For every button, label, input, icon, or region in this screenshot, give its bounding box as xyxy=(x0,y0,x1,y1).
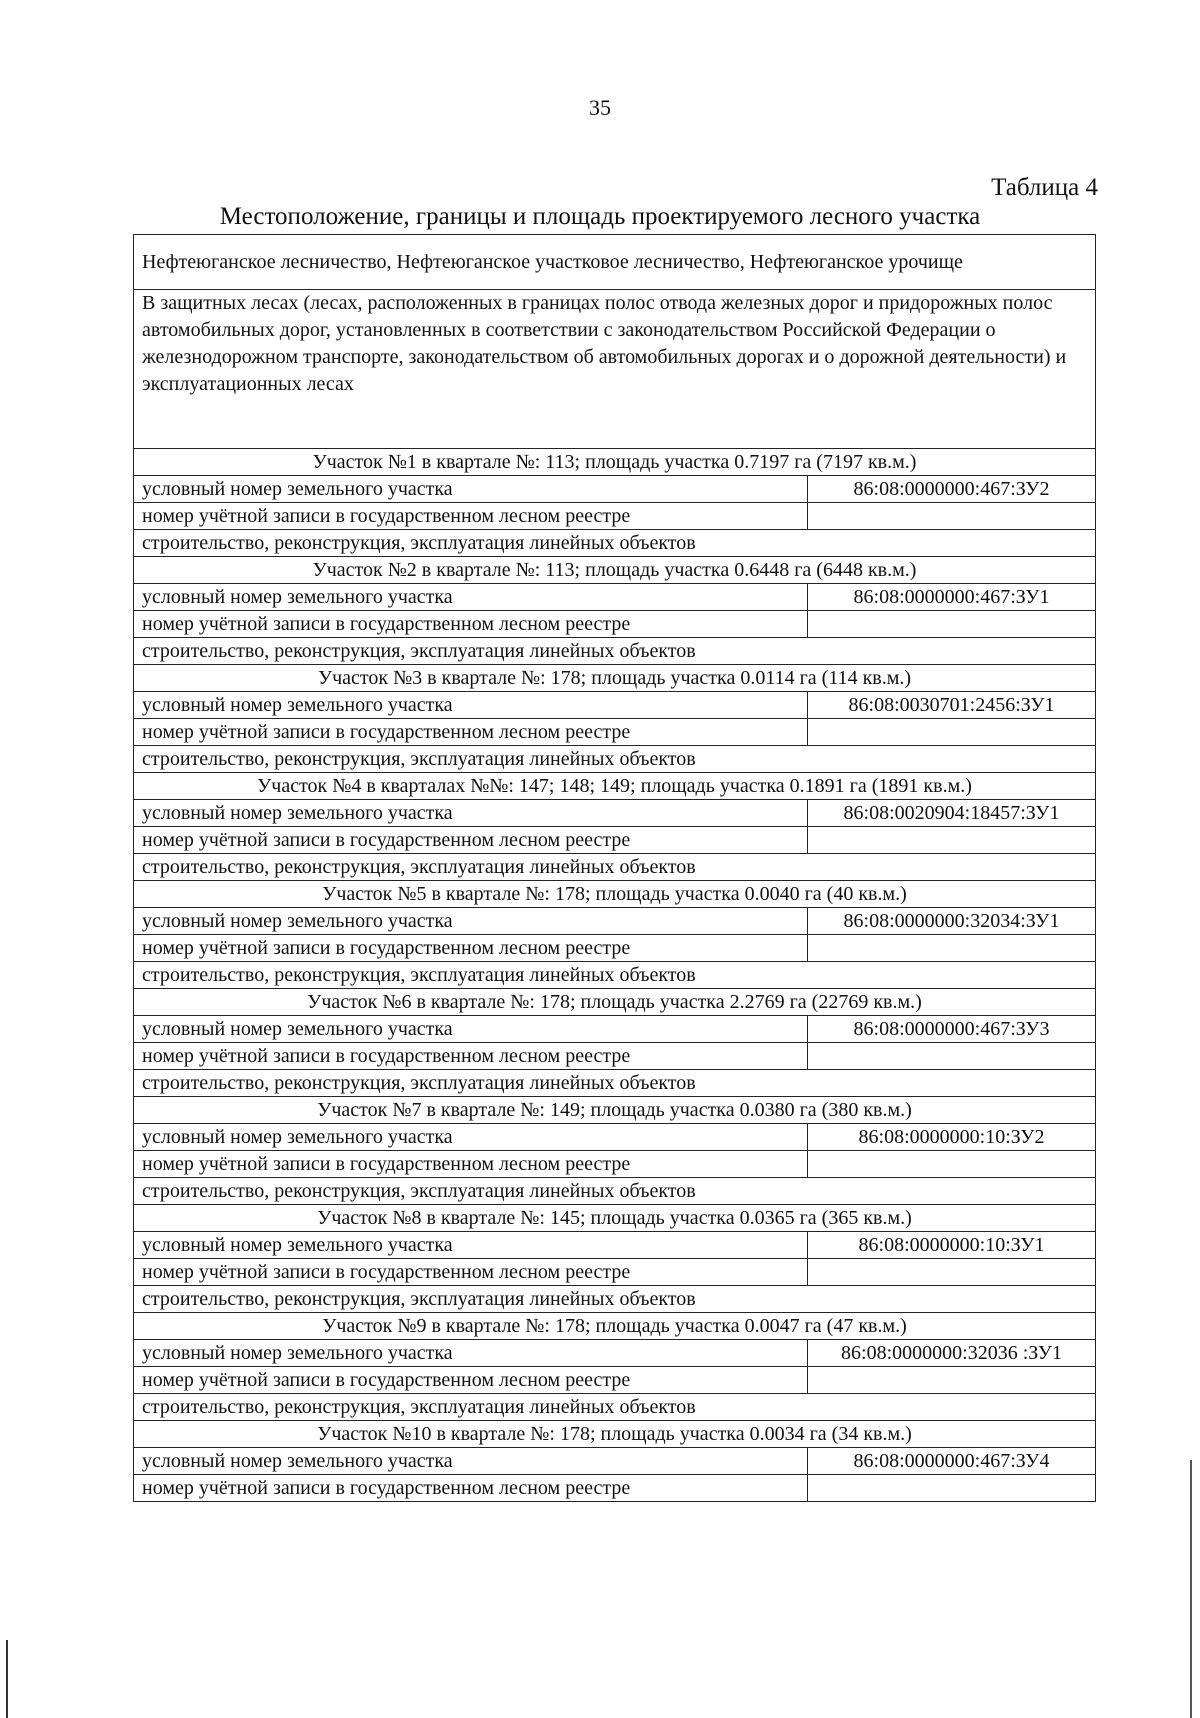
parcel-header: Участок №5 в квартале №: 178; площадь участка 0.0040 га (40 кв.м.) xyxy=(134,881,1096,908)
parcel-header: Участок №2 в квартале №: 113; площадь участка 0.6448 га (6448 кв.м.) xyxy=(134,557,1096,584)
parcel-header: Участок №3 в квартале №: 178; площадь участка 0.0114 га (114 кв.м.) xyxy=(134,665,1096,692)
registry-value xyxy=(808,611,1096,638)
registry-value xyxy=(808,1151,1096,1178)
parcel-header: Участок №6 в квартале №: 178; площадь участка 2.2769 га (22769 кв.м.) xyxy=(134,989,1096,1016)
cadastral-label: условный номер земельного участка xyxy=(134,1016,808,1043)
table-row xyxy=(134,1043,1096,1070)
table-row xyxy=(134,476,1096,503)
registry-value xyxy=(808,827,1096,854)
registry-label: номер учётной записи в государственном лесном реестре xyxy=(134,1259,808,1286)
registry-value xyxy=(808,1043,1096,1070)
table-row xyxy=(134,1340,1096,1367)
cadastral-label: условный номер земельного участка xyxy=(134,1124,808,1151)
purpose-cell: строительство, реконструкция, эксплуатация линейных объектов xyxy=(134,530,1096,557)
table-row xyxy=(134,1475,1096,1502)
purpose-cell: строительство, реконструкция, эксплуатация линейных объектов xyxy=(134,638,1096,665)
registry-label: номер учётной записи в государственном лесном реестре xyxy=(134,935,808,962)
table-row xyxy=(134,1070,1096,1097)
parcel-header-row xyxy=(134,449,1096,476)
cadastral-value: 86:08:0000000:32034:ЗУ1 xyxy=(808,908,1096,935)
registry-label: номер учётной записи в государственном лесном реестре xyxy=(134,611,808,638)
parcel-header-row xyxy=(134,1097,1096,1124)
cadastral-value: 86:08:0000000:467:ЗУ2 xyxy=(808,476,1096,503)
cadastral-label: условный номер земельного участка xyxy=(134,800,808,827)
table-row xyxy=(134,827,1096,854)
parcel-header: Участок №4 в кварталах №№: 147; 148; 149; площадь участка 0.1891 га (1891 кв.м.) xyxy=(134,773,1096,800)
cadastral-value: 86:08:0000000:32036 :ЗУ1 xyxy=(808,1340,1096,1367)
cadastral-value: 86:08:0000000:467:ЗУ1 xyxy=(808,584,1096,611)
registry-value xyxy=(808,1259,1096,1286)
scan-edge-line xyxy=(1190,1460,1192,1718)
registry-label: номер учётной записи в государственном лесном реестре xyxy=(134,503,808,530)
purpose-cell: строительство, реконструкция, эксплуатация линейных объектов xyxy=(134,1070,1096,1097)
parcel-table-body xyxy=(134,235,1096,1502)
table-row xyxy=(134,1232,1096,1259)
table-row xyxy=(134,1259,1096,1286)
parcel-header-row xyxy=(134,989,1096,1016)
location-cell: Нефтеюганское лесничество, Нефтеюганское участковое лесничество, Нефтеюганское урочище xyxy=(134,235,1096,290)
cadastral-label: условный номер земельного участка xyxy=(134,692,808,719)
table-row xyxy=(134,611,1096,638)
page-number: 35 xyxy=(589,95,611,120)
cadastral-label: условный номер земельного участка xyxy=(134,584,808,611)
table-row xyxy=(134,692,1096,719)
purpose-cell: строительство, реконструкция, эксплуатация линейных объектов xyxy=(134,1394,1096,1421)
parcel-header-row xyxy=(134,1421,1096,1448)
registry-label: номер учётной записи в государственном лесном реестре xyxy=(134,827,808,854)
table-row xyxy=(134,719,1096,746)
parcel-header: Участок №1 в квартале №: 113; площадь участка 0.7197 га (7197 кв.м.) xyxy=(134,449,1096,476)
purpose-cell: строительство, реконструкция, эксплуатация линейных объектов xyxy=(134,854,1096,881)
purpose-cell: строительство, реконструкция, эксплуатация линейных объектов xyxy=(134,1286,1096,1313)
table-row xyxy=(134,1016,1096,1043)
parcel-header: Участок №10 в квартале №: 178; площадь участка 0.0034 га (34 кв.м.) xyxy=(134,1421,1096,1448)
table-row xyxy=(134,800,1096,827)
parcel-header-row xyxy=(134,1205,1096,1232)
registry-value xyxy=(808,935,1096,962)
registry-label: номер учётной записи в государственном лесном реестре xyxy=(134,719,808,746)
parcel-header-row xyxy=(134,881,1096,908)
registry-label: номер учётной записи в государственном лесном реестре xyxy=(134,1151,808,1178)
table-title: Местоположение, границы и площадь проектируемого лесного участка xyxy=(219,203,981,230)
cadastral-label: условный номер земельного участка xyxy=(134,1340,808,1367)
registry-value xyxy=(808,1367,1096,1394)
forest-protection-cell: В защитных лесах (лесах, расположенных в границах полос отвода железных дорог и придорожных полос автомобильных дорог, установленных в соответствии с законодательством Российской Федерации о железнодорожном транспорте, законодательством об автомобильных дорогах и о дорожной деятельности) и эксплуатационных лесах xyxy=(134,290,1096,449)
purpose-cell: строительство, реконструкция, эксплуатация линейных объектов xyxy=(134,746,1096,773)
cadastral-label: условный номер земельного участка xyxy=(134,1448,808,1475)
registry-label: номер учётной записи в государственном лесном реестре xyxy=(134,1043,808,1070)
parcel-header-row xyxy=(134,773,1096,800)
table-row xyxy=(134,1124,1096,1151)
cadastral-label: условный номер земельного участка xyxy=(134,476,808,503)
parcel-header-row xyxy=(134,557,1096,584)
table-row xyxy=(134,854,1096,881)
parcel-table xyxy=(133,234,1096,1502)
cadastral-label: условный номер земельного участка xyxy=(134,1232,808,1259)
table-row xyxy=(134,1151,1096,1178)
table-row xyxy=(134,503,1096,530)
table-row xyxy=(134,908,1096,935)
parcel-header: Участок №8 в квартале №: 145; площадь участка 0.0365 га (365 кв.м.) xyxy=(134,1205,1096,1232)
registry-label: номер учётной записи в государственном лесном реестре xyxy=(134,1367,808,1394)
parcel-header-row xyxy=(134,665,1096,692)
cadastral-value: 86:08:0000000:467:ЗУ4 xyxy=(808,1448,1096,1475)
table-row xyxy=(134,746,1096,773)
parcel-header: Участок №7 в квартале №: 149; площадь участка 0.0380 га (380 кв.м.) xyxy=(134,1097,1096,1124)
table-row xyxy=(134,1367,1096,1394)
table-row xyxy=(134,1448,1096,1475)
registry-value xyxy=(808,503,1096,530)
cadastral-value: 86:08:0000000:10:ЗУ1 xyxy=(808,1232,1096,1259)
table-row xyxy=(134,638,1096,665)
parcel-header-row xyxy=(134,1313,1096,1340)
table-row xyxy=(134,1394,1096,1421)
table-row xyxy=(134,1286,1096,1313)
protection-row xyxy=(134,290,1096,449)
parcel-header: Участок №9 в квартале №: 178; площадь участка 0.0047 га (47 кв.м.) xyxy=(134,1313,1096,1340)
registry-value xyxy=(808,1475,1096,1502)
table-row xyxy=(134,1178,1096,1205)
table-row xyxy=(134,584,1096,611)
registry-value xyxy=(808,719,1096,746)
cadastral-value: 86:08:0020904:18457:ЗУ1 xyxy=(808,800,1096,827)
cadastral-label: условный номер земельного участка xyxy=(134,908,808,935)
table-caption: Таблица 4 xyxy=(991,174,1098,201)
location-row xyxy=(134,235,1096,290)
parcel-table-container xyxy=(133,234,1095,1502)
registry-label: номер учётной записи в государственном лесном реестре xyxy=(134,1475,808,1502)
cadastral-value: 86:08:0030701:2456:ЗУ1 xyxy=(808,692,1096,719)
table-row xyxy=(134,530,1096,557)
purpose-cell: строительство, реконструкция, эксплуатация линейных объектов xyxy=(134,962,1096,989)
cadastral-value: 86:08:0000000:10:ЗУ2 xyxy=(808,1124,1096,1151)
table-row xyxy=(134,935,1096,962)
purpose-cell: строительство, реконструкция, эксплуатация линейных объектов xyxy=(134,1178,1096,1205)
cadastral-value: 86:08:0000000:467:ЗУ3 xyxy=(808,1016,1096,1043)
scan-edge-line xyxy=(6,1640,8,1718)
table-row xyxy=(134,962,1096,989)
